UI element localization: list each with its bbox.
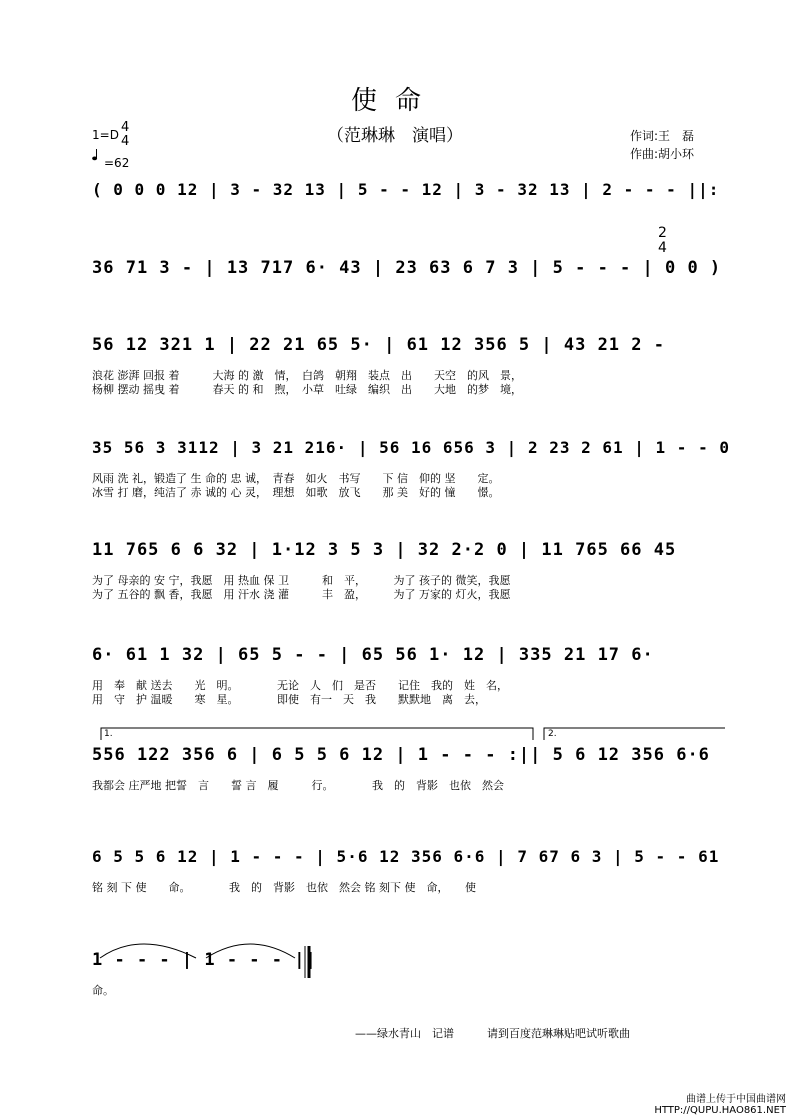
lyric-line: 用 守 护 温暖 寒 星。 即使 有一 天 我 默默地 离 去，: [92, 693, 486, 706]
second-ending-bracket: [544, 728, 725, 740]
tempo-mark: =62: [104, 156, 130, 170]
composer-credit: 作曲:胡小环: [630, 147, 695, 161]
notes-line: 6 5 5 6 12 | 1 - - - | 5·6 12 356 6·6 | 7 67 6 3 | 5 - - 61: [92, 847, 720, 866]
notes-line: ( 0 0 0 12 | 3 - 32 13 | 5 - - 12 | 3 - 32 13 | 2 - - - ||:: [92, 180, 720, 199]
notes-line: 36 71 3 - | 13 717 6· 43 | 23 63 6 7 3 | 5 - - - | 0 0 ): [92, 258, 722, 278]
notes-line: 35 56 3 3112 | 3 21 216· | 56 16 656 3 | 2 23 2 61 | 1 - - 0: [92, 438, 730, 457]
song-subtitle: （范琳琳 演唱）: [327, 126, 463, 146]
corner-line-1: 曲谱上传于中国曲谱网: [686, 1094, 786, 1105]
ending-one-label: 1.: [104, 729, 113, 739]
corner-line-2: HTTP://QUPU.HAO861.NET: [654, 1105, 786, 1116]
time-signature-top: 4: [121, 120, 130, 135]
meter-change-top: 2: [658, 225, 667, 241]
notes-line: 11 765 6 6 32 | 1·12 3 5 3 | 32 2·2 0 | 11 765 66 45: [92, 540, 677, 560]
lyric-line: 铭 刻 下 使 命。 我 的 背影 也依 然会 铭 刻下 使 命， 使: [92, 881, 476, 894]
lyric-line: 风雨 洗 礼，锻造了 生 命的 忠 诚， 青春 如火 书写 下 信 仰的 坚 定。: [92, 472, 500, 485]
notes-line: 556 122 356 6 | 6 5 5 6 12 | 1 - - - :|| 5 6 12 356 6·6: [92, 745, 710, 765]
lyric-line: 浪花 澎湃 回报 着 大海 的 激 情， 白鸽 朝翔 装点 出 天空 的风 景，: [92, 369, 522, 382]
tie-arc: [206, 944, 295, 958]
lyric-line: 用 奉 献 送去 光 明。 无论 人 们 是否 记住 我的 姓 名，: [92, 679, 508, 692]
lyric-line: 杨柳 摆动 摇曳 着 春天 的 和 煦， 小草 吐绿 编织 出 大地 的梦 境，: [92, 383, 522, 396]
tie-arc: [100, 944, 196, 958]
notes-line: 1 - - - | 1 - - - ||: [92, 950, 317, 970]
lyric-line: 为了 母亲的 安 宁，我愿 用 热血 保 卫 和 平， 为了 孩子的 微笑，我愿: [92, 574, 511, 587]
key-signature-text: 1=D: [92, 128, 119, 142]
corner-watermark: [654, 1094, 786, 1116]
lyric-line: 我都会 庄严地 把誓 言 誓 言 履 行。 我 的 背影 也依 然会: [92, 779, 504, 792]
meter-change-bottom: 4: [658, 240, 667, 256]
ending-two-label: 2.: [548, 729, 557, 739]
lyric-line: 命。: [92, 984, 114, 997]
first-ending-bracket: [101, 728, 533, 740]
lyricist-credit: 作词:王 磊: [630, 129, 695, 143]
notes-line: 6· 61 1 32 | 65 5 - - | 65 56 1· 12 | 335 21 17 6·: [92, 645, 654, 665]
lyric-line: 为了 五谷的 飘 香，我愿 用 汗水 浇 灌 丰 盈， 为了 万家的 灯火，我愿: [92, 588, 511, 601]
notes-line: 56 12 321 1 | 22 21 65 5· | 61 12 356 5 | 43 21 2 -: [92, 335, 665, 355]
lyric-line: 冰雪 打 磨，纯洁了 赤 诚的 心 灵， 理想 如歌 放飞 那 美 好的 憧 憬。: [92, 486, 500, 499]
time-signature-bottom: 4: [121, 134, 130, 149]
song-title: 使命: [350, 86, 439, 116]
footer-note: ——绿水青山 记谱 请到百度范琳琳贴吧试听歌曲: [355, 1027, 630, 1040]
